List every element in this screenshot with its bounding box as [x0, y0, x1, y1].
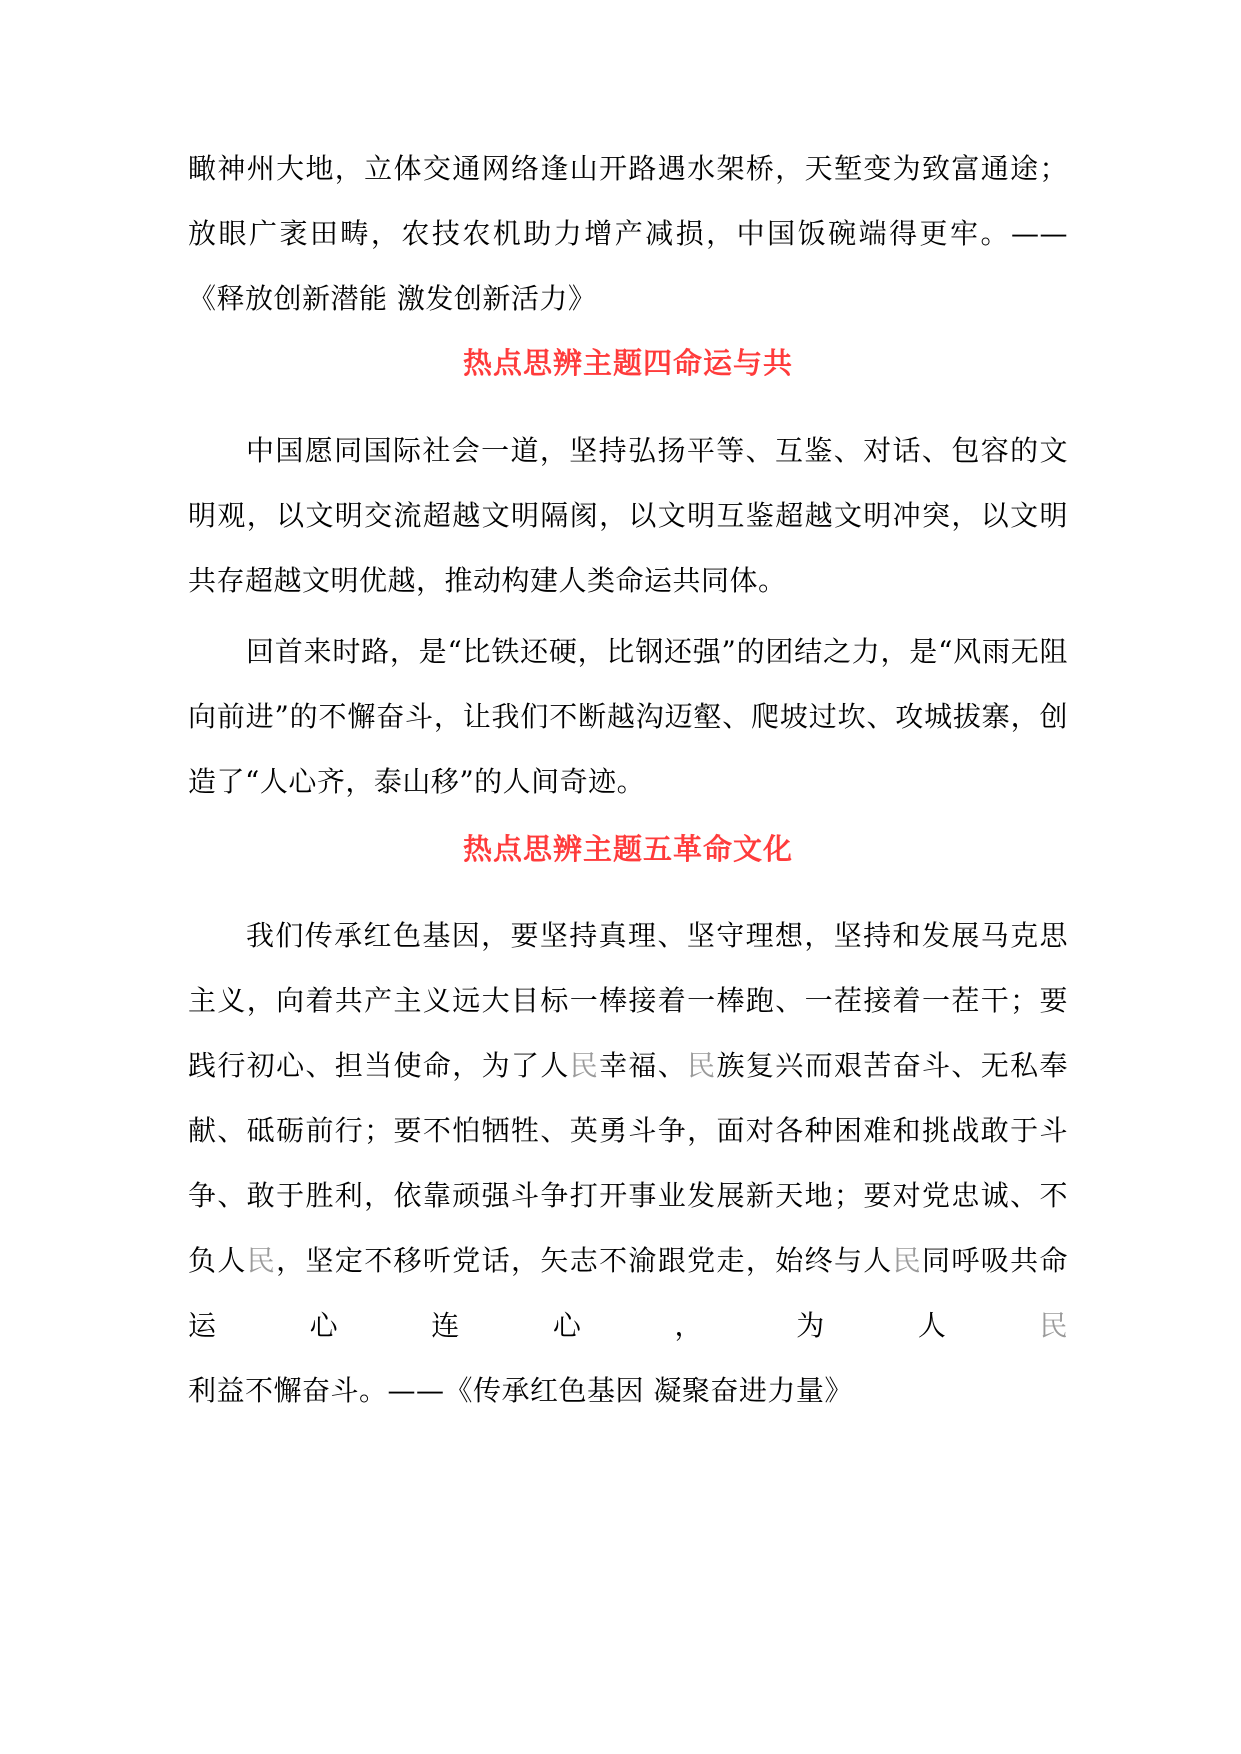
faint-glyph: 民 [1039, 1309, 1068, 1342]
paragraph-text: 族复兴而艰苦奋斗、无私奉献、砥砺前行；要不怕牺牲、英勇斗争，面对各种困难和挑战敢于斗争、敢于胜利，依靠顽强斗争打开事业发展新天地；要对党忠诚、不负人 [188, 1049, 1068, 1277]
section-heading-five: 热点思辨主题五革命文化 [462, 832, 793, 866]
paragraph-text: ，坚定不移听党话，矢志不渝跟党走，始终与人 [276, 1244, 893, 1277]
paragraph-text: 利益不懈奋斗。——《传承红色基因 凝聚奋进力量》 [188, 1374, 853, 1407]
section-heading-four: 热点思辨主题四命运与共 [462, 346, 793, 380]
paragraph-unity [188, 619, 1068, 814]
paragraph-text: 同呼吸共命运心连心，为人 [188, 1244, 1068, 1342]
paragraph-text: 我们传承红色基因，要坚持真理、坚守理想，坚持和发展马克思主义，向着共产主义远大目标一棒接着一棒跑、一茬接着一茬干；要践行初心、担当使命，为了人 [188, 919, 1068, 1082]
paragraph-innovation-quote [188, 136, 1068, 331]
paragraph-text: 幸福、 [599, 1049, 688, 1082]
faint-glyph: 民 [246, 1244, 277, 1277]
paragraph-text: 中国愿同国际社会一道，坚持弘扬平等、互鉴、对话、包容的文明观，以文明交流超越文明隔阂，以文明互鉴超越文明冲突，以文明共存超越文明优越，推动构建人类命运共同体。 [188, 434, 1068, 597]
paragraph-text: 瞰神州大地，立体交通网络逢山开路遇水架桥，天堑变为致富通途；放眼广袤田畴，农技农机助力增产减损，中国饭碗端得更牢。——《释放创新潜能 激发创新活力》 [188, 152, 1068, 315]
paragraph-red-gene [188, 903, 1068, 1423]
paragraph-civilization [188, 418, 1068, 613]
faint-glyph: 民 [892, 1244, 923, 1277]
faint-glyph: 民 [687, 1049, 717, 1082]
paragraph-text: 回首来时路，是“比铁还硬，比钢还强”的团结之力，是“风雨无阻向前进”的不懈奋斗，让我们不断越沟迈壑、爬坡过坎、攻城拔寨，创造了“人心齐，泰山移”的人间奇迹。 [188, 635, 1068, 798]
faint-glyph: 民 [569, 1049, 600, 1082]
